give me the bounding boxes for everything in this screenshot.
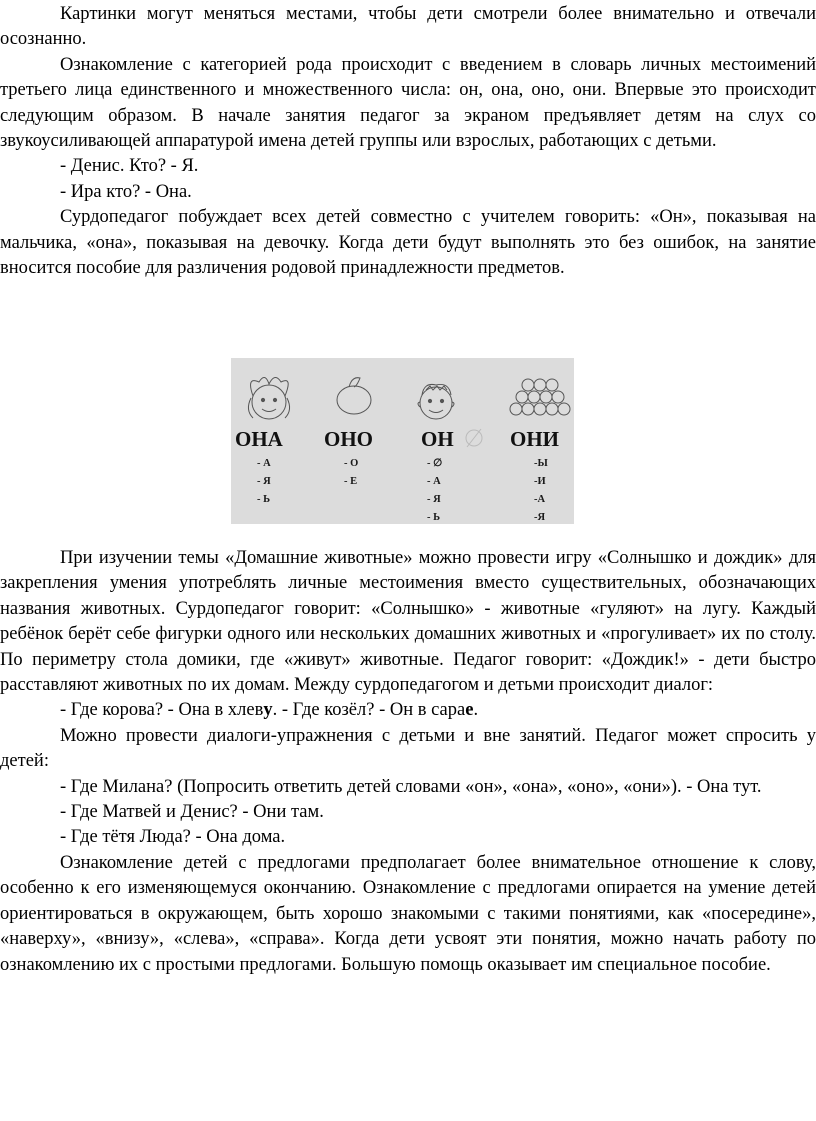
ending-label: - О bbox=[344, 458, 359, 469]
ending-label: - Ь bbox=[257, 494, 271, 505]
text-block-bottom bbox=[0, 546, 816, 978]
ending-label: - Е bbox=[344, 476, 358, 487]
boy-face-icon bbox=[418, 384, 454, 419]
paragraph-3: Сурдопедагог побуждает всех детей совместно с учителем говорить: «Он», показывая на мальчика, «она», показывая на девочку. Когда дети будут выполнять это без ошибок, на занятие вносится пособие для различения родовой принадлежности предметов. bbox=[0, 207, 816, 279]
pronoun-ona: ОНА bbox=[235, 427, 283, 451]
dialogue-text: . - Где козёл? - Он в сара bbox=[272, 700, 466, 721]
gender-pronoun-figure bbox=[231, 358, 574, 524]
ending-label: - А bbox=[257, 458, 271, 469]
ending-label: -Ы bbox=[534, 458, 548, 469]
dialogue-text: - Где корова? - Она в хлев bbox=[60, 700, 264, 721]
dialogue-line-2: - Ира кто? - Она. bbox=[60, 181, 192, 202]
many-objects-icon bbox=[510, 379, 570, 415]
paragraph-6: Ознакомление детей с предлогами предполагает более внимательное отношение к слову, особенно к его изменяющемуся окончанию. Ознакомление с предлогами опирается на умение детей ориентироваться в окружающем, быть хорошо знакомыми с такими понятиями, как «посередине», «наверху», «внизу», «слева», «справа». Когда дети усвоят эти понятия, можно начать работу по ознакомлению их с простыми предлогами. Большую помощь оказывает им специальное пособие. bbox=[0, 852, 816, 975]
empty-set-mark-icon bbox=[466, 429, 482, 447]
ending-label: -Я bbox=[534, 512, 546, 523]
ending-label: -А bbox=[534, 494, 546, 505]
ending-label: - ∅ bbox=[427, 458, 443, 469]
girl-face-icon bbox=[248, 377, 289, 419]
dialogue-line-1: - Денис. Кто? - Я. bbox=[60, 156, 199, 177]
bold-ending: у bbox=[263, 700, 273, 721]
paragraph-5: Можно провести диалоги-упражнения с детьми и вне занятий. Педагог может спросить у детей: bbox=[0, 725, 816, 772]
ending-label: - Я bbox=[257, 476, 271, 487]
pronoun-oni: ОНИ bbox=[510, 427, 560, 451]
paragraph-2: Ознакомление с категорией рода происходит с введением в словарь личных местоимений третьего лица единственного и множественного числа: он, она, оно, они. Впервые это происходит следующим образом. В начале занятия педагог за экраном предъявляет детям на слух со звукоусиливающей аппаратурой имена детей группы или взрослых, работающих с детьми. bbox=[0, 54, 816, 152]
ending-label: - Я bbox=[427, 494, 441, 505]
text-block-top bbox=[0, 2, 816, 281]
paragraph-1: Картинки могут меняться местами, чтобы дети смотрели более внимательно и отвечали осознанно. bbox=[0, 4, 816, 50]
dialogue-line-3 bbox=[0, 698, 816, 723]
bold-ending: е bbox=[465, 700, 474, 721]
ending-label: - Ь bbox=[427, 512, 441, 523]
apple-icon bbox=[337, 378, 371, 414]
dialogue-line-5: - Где Матвей и Денис? - Они там. bbox=[60, 802, 324, 823]
dialogue-text: . bbox=[473, 700, 479, 721]
dialogue-line-6: - Где тётя Люда? - Она дома. bbox=[60, 827, 286, 848]
pronoun-on: ОН bbox=[421, 427, 454, 451]
paragraph-4: При изучении темы «Домашние животные» можно провести игру «Солнышко и дождик» для закрепления умения употреблять личные местоимения вместо существительных, обозначающих названия животных. Сурдопедагог говорит: «Солнышко» - животные «гуляют» на лугу. Каждый ребёнок берёт себе фигурки одного или нескольких домашних животных и «прогуливает» их по столу. По периметру стола домики, где «живут» животные. Педагог говорит: «Дождик!» - дети быстро расставляют животных по их домам. Между сурдопедагогом и детьми происходит диалог: bbox=[0, 548, 816, 696]
ending-label: -И bbox=[534, 476, 546, 487]
pronoun-ono: ОНО bbox=[324, 427, 374, 451]
dialogue-line-4: - Где Милана? (Попросить ответить детей словами «он», «она», «оно», «они»). - Она тут. bbox=[60, 776, 762, 797]
ending-label: - А bbox=[427, 476, 441, 487]
